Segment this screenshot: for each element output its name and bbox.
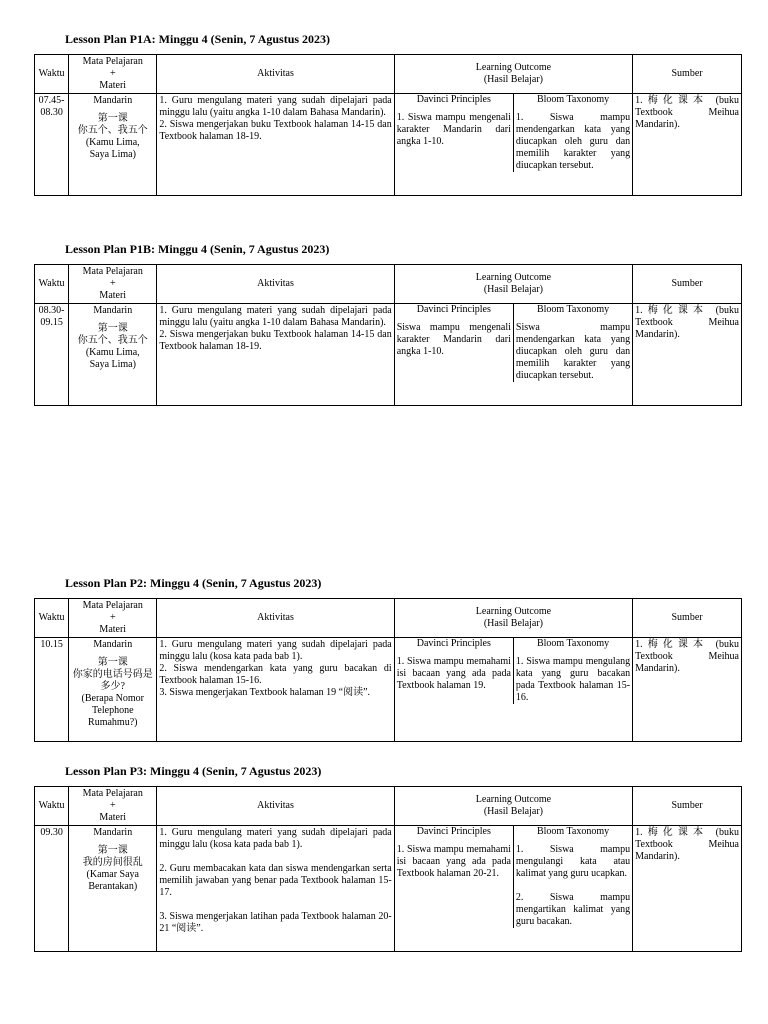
- davinci-column: Davinci Principles 1. Siswa mampu memahami isi bacaan yang ada pada Textbook halaman 20-21.: [395, 826, 514, 928]
- aktivitas-cell: 1. Guru mengulang materi yang sudah dipelajari pada minggu lalu (yaitu angka 1-10 dalam Bahasa Mandarin). 2. Siswa mengerjakan buku Textbook halaman 14-15 dan Textbook halaman 18-19.: [157, 94, 394, 196]
- aktivitas-cell: 1. Guru mengulang materi yang sudah dipelajari pada minggu lalu (kosa kata pada bab 1). 2. Siswa mendengarkan kata yang guru bacakan di Textbook halaman 15-16. 3. Siswa mengerjakan Textbook halaman 19 “阅读”.: [157, 638, 394, 742]
- header-waktu: Waktu: [35, 599, 69, 638]
- header-sumber: Sumber: [633, 787, 742, 826]
- aktivitas-cell: 1. Guru mengulang materi yang sudah dipelajari pada minggu lalu (yaitu angka 1-10 dalam Bahasa Mandarin). 2. Siswa mengerjakan buku Textbook halaman 14-15 dan Textbook halaman 18-19.: [157, 304, 394, 406]
- header-learning-outcome: Learning Outcome (Hasil Belajar): [394, 265, 632, 304]
- lesson-plan-table: [34, 598, 742, 742]
- bloom-column: Bloom Taxonomy 1. Siswa mampu mengulang kata yang guru bacakan pada Textbook halaman 15-16.: [515, 638, 631, 703]
- table-row: [35, 826, 742, 952]
- plan-title: Lesson Plan P1A: Minggu 4 (Senin, 7 Agustus 2023): [65, 32, 331, 46]
- waktu-cell: 07.45-08.30: [35, 94, 69, 196]
- lesson-plan-table: [34, 54, 742, 196]
- mapel-cell: Mandarin 第一课 你家的电话号码是多少? (Berapa Nomor Telephone Rumahmu?): [69, 638, 157, 742]
- header-mapel: Mata Pelajaran + Materi: [69, 599, 157, 638]
- header-mapel: Mata Pelajaran + Materi: [69, 265, 157, 304]
- mapel-cell: Mandarin 第一课 我的房间很乱 (Kamar Saya Berantakan): [69, 826, 157, 952]
- header-mapel: Mata Pelajaran + Materi: [69, 787, 157, 826]
- header-aktivitas: Aktivitas: [157, 55, 394, 94]
- header-learning-outcome: Learning Outcome (Hasil Belajar): [394, 55, 632, 94]
- bloom-column: Bloom Taxonomy 1. Siswa mampu mendengarkan kata yang diucapkan oleh guru dan memilih karakter yang diucapkan tersebut.: [515, 94, 631, 171]
- lesson-plan-p1a: [34, 32, 742, 196]
- mapel-cell: Mandarin 第一课 你五个、我五个 (Kamu Lima, Saya Lima): [69, 304, 157, 406]
- mapel-cell: Mandarin 第一课 你五个、我五个 (Kamu Lima, Saya Lima): [69, 94, 157, 196]
- learning-outcome-cell: [394, 826, 632, 952]
- davinci-column: Davinci Principles Siswa mampu mengenali karakter Mandarin dari angka 1-10.: [395, 304, 514, 382]
- aktivitas-cell: 1. Guru mengulang materi yang sudah dipelajari pada minggu lalu (kosa kata pada bab 1). 2. Guru membacakan kata dan siswa mendengarkan serta memilih jawaban yang benar pada Textbook halaman 15-17. 3. Siswa mengerjakan latihan pada Textbook halaman 20-21 “阅读”.: [157, 826, 394, 952]
- learning-outcome-cell: [394, 304, 632, 406]
- header-sumber: Sumber: [633, 599, 742, 638]
- lesson-plan-p2: [34, 576, 742, 742]
- header-waktu: Waktu: [35, 787, 69, 826]
- header-sumber: Sumber: [633, 265, 742, 304]
- plan-title: Lesson Plan P1B: Minggu 4 (Senin, 7 Agustus 2023): [65, 242, 330, 256]
- header-waktu: Waktu: [35, 55, 69, 94]
- header-row: [35, 55, 742, 94]
- sumber-cell: 1.梅化课本 (buku Textbook Meihua Mandarin).: [633, 826, 742, 952]
- waktu-cell: 09.30: [35, 826, 69, 952]
- header-waktu: Waktu: [35, 265, 69, 304]
- waktu-cell: 08.30-09.15: [35, 304, 69, 406]
- header-row: [35, 787, 742, 826]
- table-row: [35, 638, 742, 742]
- header-row: [35, 599, 742, 638]
- plan-title: Lesson Plan P3: Minggu 4 (Senin, 7 Agustus 2023): [65, 764, 322, 778]
- sumber-cell: 1.梅化课本 (buku Textbook Meihua Mandarin).: [633, 638, 742, 742]
- header-mapel: Mata Pelajaran + Materi: [69, 55, 157, 94]
- sumber-cell: 1.梅化课本 (buku Textbook Meihua Mandarin).: [633, 94, 742, 196]
- bloom-column: Bloom Taxonomy 1. Siswa mampu mengulangi kata atau kalimat yang guru ucapkan. 2. Siswa mampu mengartikan kalimat yang guru bacakan.: [515, 826, 631, 927]
- lesson-plan-table: [34, 786, 742, 952]
- waktu-cell: 10.15: [35, 638, 69, 742]
- header-aktivitas: Aktivitas: [157, 599, 394, 638]
- learning-outcome-cell: [394, 638, 632, 742]
- lesson-plan-table: [34, 264, 742, 406]
- davinci-column: Davinci Principles 1. Siswa mampu mengenali karakter Mandarin dari angka 1-10.: [395, 94, 514, 172]
- lesson-plan-p3: [34, 764, 742, 952]
- header-learning-outcome: Learning Outcome (Hasil Belajar): [394, 787, 632, 826]
- header-learning-outcome: Learning Outcome (Hasil Belajar): [394, 599, 632, 638]
- lesson-plan-p1b: [34, 242, 742, 406]
- header-sumber: Sumber: [633, 55, 742, 94]
- davinci-column: Davinci Principles 1. Siswa mampu memahami isi bacaan yang ada pada Textbook halaman 19.: [395, 638, 514, 704]
- sumber-cell: 1.梅化课本 (buku Textbook Meihua Mandarin).: [633, 304, 742, 406]
- bloom-column: Bloom Taxonomy Siswa mampu mendengarkan kata yang diucapkan oleh guru dan memilih karakter yang diucapkan tersebut.: [515, 304, 631, 381]
- table-row: [35, 304, 742, 406]
- header-aktivitas: Aktivitas: [157, 265, 394, 304]
- header-aktivitas: Aktivitas: [157, 787, 394, 826]
- header-row: [35, 265, 742, 304]
- plan-title: Lesson Plan P2: Minggu 4 (Senin, 7 Agustus 2023): [65, 576, 322, 590]
- learning-outcome-cell: [394, 94, 632, 196]
- table-row: [35, 94, 742, 196]
